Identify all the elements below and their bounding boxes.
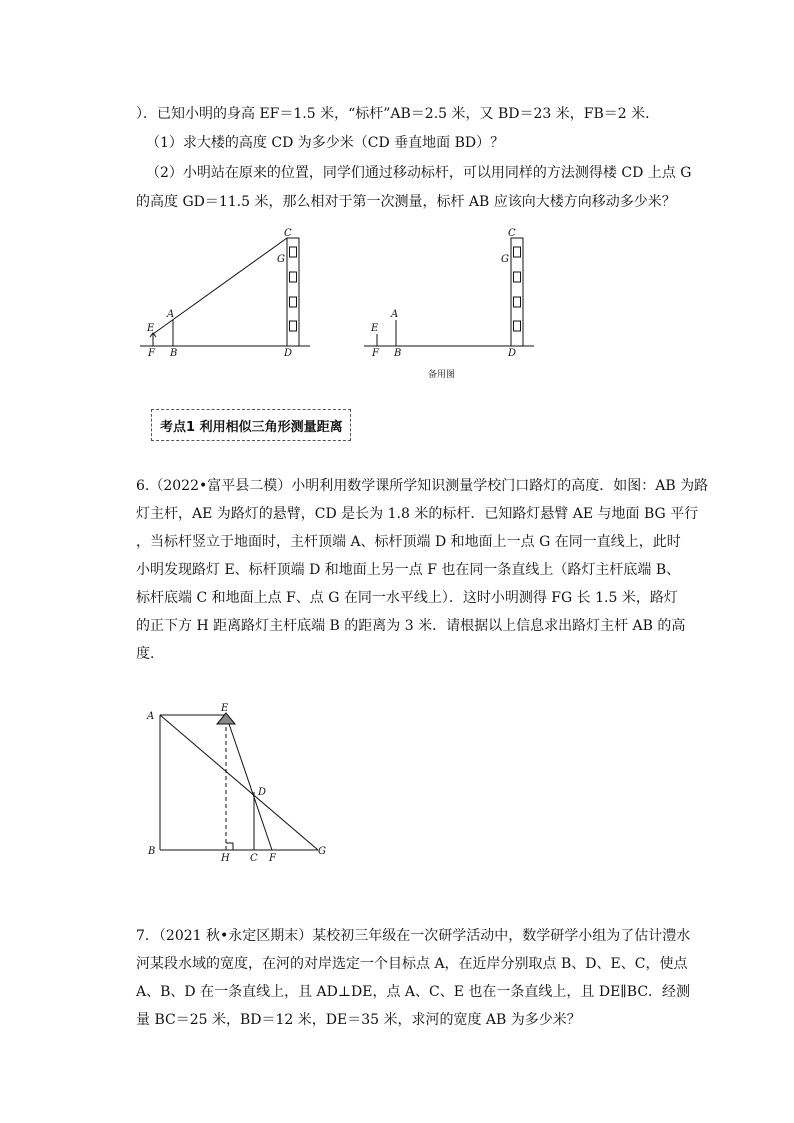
q7-line: 河某段水域的宽度，在河的对岸选定一个目标点 A，在近岸分别取点 B、D、E、C，使点 — [136, 956, 688, 972]
fig2-label-b: B — [394, 348, 402, 359]
q7-line: A、B、D 在一条直线上，且 AD⊥DE，点 A、C、E 也在一条直线上，且 DE∥BC．经测 — [136, 984, 691, 1000]
fig3-label-f: F — [269, 853, 276, 864]
fig1-label-a: A — [167, 309, 175, 320]
q6-line: 的正下方 H 距离路灯主杆底端 B 的距离为 3 米．请根据以上信息求出路灯主杆 AB 的高 — [136, 618, 686, 634]
fig3-label-e: E — [221, 703, 229, 714]
fig3-label-d: D — [258, 787, 267, 798]
q5-line1: ）．已知小明的身高 EF＝1.5 米，“标杆”AB＝2.5 米，又 BD＝23 米，FB＝2 米． — [136, 106, 660, 122]
fig2-label-e: E — [371, 323, 379, 334]
fig2-label-f: F — [372, 348, 379, 359]
q6-line: 度． — [136, 646, 164, 662]
q6-line: 标杆底端 C 和地面上点 F、点 G 在同一水平线上）．这时小明测得 FG 长 1.5 米，路灯 — [136, 590, 678, 606]
q5-part1: （1）求大楼的高度 CD 为多少米（CD 垂直地面 BD）？ — [146, 135, 505, 151]
q7-line: 量 BC＝25 米，BD＝12 米，DE＝35 米，求河的宽度 AB 为多少米？ — [136, 1012, 581, 1028]
q7-line: 7．（2021 秋•永定区期末）某校初三年级在一次研学活动中，数学研学小组为了估计澧水 — [136, 928, 691, 944]
fig2-label-d: D — [508, 348, 517, 359]
q6-line: ，当标杆竖立于地面时，主杆顶端 A、标杆顶端 D 和地面上一点 G 在同一直线上，此时 — [136, 534, 681, 550]
fig3-label-g: G — [318, 846, 326, 857]
fig1-label-c: C — [284, 228, 292, 239]
q6-line: 小明发现路灯 E、标杆顶端 D 和地面上另一点 F 也在同一条直线上（路灯主杆底端 B、 — [136, 562, 681, 578]
fig2-caption: 备用图 — [428, 370, 456, 380]
q7-text — [136, 922, 691, 1034]
fig2-label-g: G — [501, 254, 509, 265]
fig1-label-f: F — [148, 348, 155, 359]
q6-line: 灯主杆，AE 为路灯的悬臂，CD 是长为 1.8 米的标杆．已知路灯悬臂 AE 与地面 BG 平行 — [136, 506, 699, 522]
q6-line: 6.（2022•富平县二模）小明利用数学课所学知识测量学校门口路灯的高度．如图：AB 为路 — [136, 478, 709, 494]
fig3-label-h: H — [221, 853, 230, 864]
fig2-label-c: C — [508, 228, 516, 239]
fig3-label-c: C — [250, 853, 258, 864]
fig3-label-a: A — [147, 711, 155, 722]
fig1-label-d: D — [284, 348, 293, 359]
kaodian-box: 考点1 利用相似三角形测量距离 — [151, 409, 351, 441]
q5-part2-line1: （2）小明站在原来的位置，同学们通过移动标杆，可以用同样的方法测得楼 CD 上点 G — [146, 165, 692, 181]
fig1-label-e: E — [147, 323, 155, 334]
fig3-label-b: B — [148, 846, 156, 857]
q5-part2-line2: 的高度 GD＝11.5 米，那么相对于第一次测量，标杆 AB 应该向大楼方向移动多少米？ — [136, 194, 676, 210]
fig1-label-g: G — [277, 254, 285, 265]
fig1-label-b: B — [170, 348, 178, 359]
fig2-label-a: A — [391, 309, 399, 320]
